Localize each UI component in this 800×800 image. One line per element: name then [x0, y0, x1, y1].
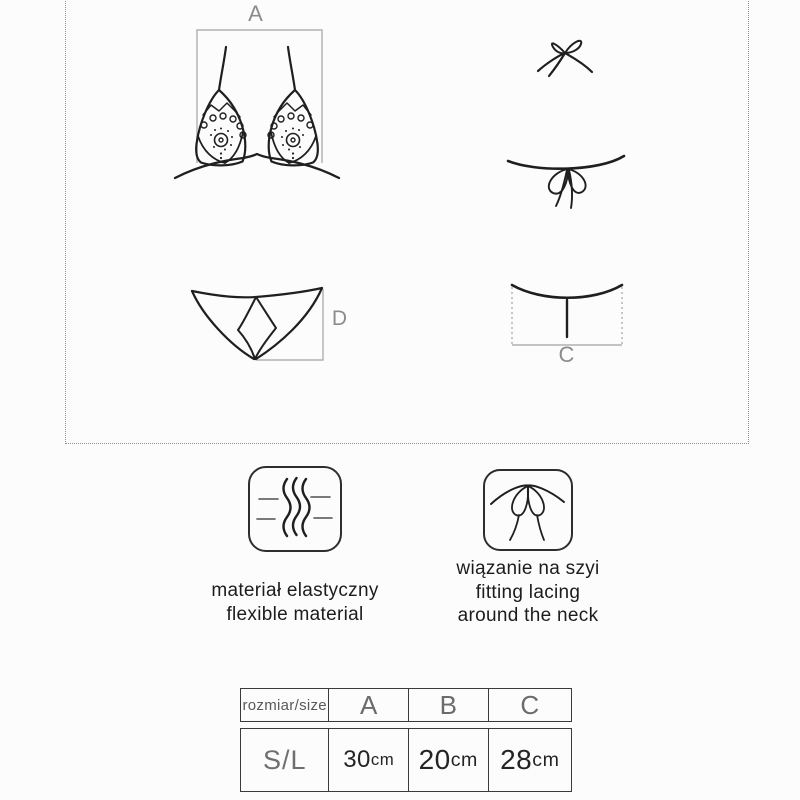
size-table-column-a: A	[328, 689, 408, 721]
neck-lacing-icon	[483, 469, 573, 551]
neck-lacing-glyph	[485, 471, 570, 548]
value-c-number: 28	[500, 744, 533, 775]
size-table-row	[240, 728, 572, 792]
elastic-material-caption	[165, 579, 425, 626]
caption-line: around the neck	[457, 605, 599, 626]
neck-lacing-caption	[408, 557, 648, 628]
value-a-unit: cm	[370, 750, 395, 769]
bra-back-drawing	[480, 20, 650, 220]
measure-label-a: A	[248, 1, 264, 26]
bra-front-diagram	[140, 0, 380, 200]
size-name-cell: S/L	[262, 744, 307, 775]
value-c-unit: cm	[532, 748, 560, 771]
bra-front-drawing	[140, 0, 380, 200]
bra-back-diagram	[480, 20, 650, 220]
caption-line: fitting lacing	[475, 581, 581, 603]
wavy-lines-glyph	[250, 468, 339, 549]
value-c-cell	[488, 729, 572, 791]
value-b-unit: cm	[450, 748, 478, 771]
value-b-number: 20	[418, 744, 451, 775]
value-a-number: 30	[343, 746, 371, 773]
measure-label-c: C	[558, 342, 576, 367]
size-table-header-label: rozmiar/size	[242, 696, 327, 714]
size-table-column-c: C	[488, 689, 572, 721]
value-b-cell	[408, 729, 488, 791]
caption-line: wiązanie na szyi	[456, 558, 600, 579]
elastic-material-icon	[248, 466, 342, 552]
measure-label-d: D	[331, 307, 349, 330]
size-table-column-b: B	[408, 689, 488, 721]
value-a-cell	[328, 729, 408, 791]
caption-line: materiał elastyczny	[211, 580, 379, 601]
size-table-header	[240, 688, 572, 722]
caption-line: flexible material	[226, 603, 364, 625]
